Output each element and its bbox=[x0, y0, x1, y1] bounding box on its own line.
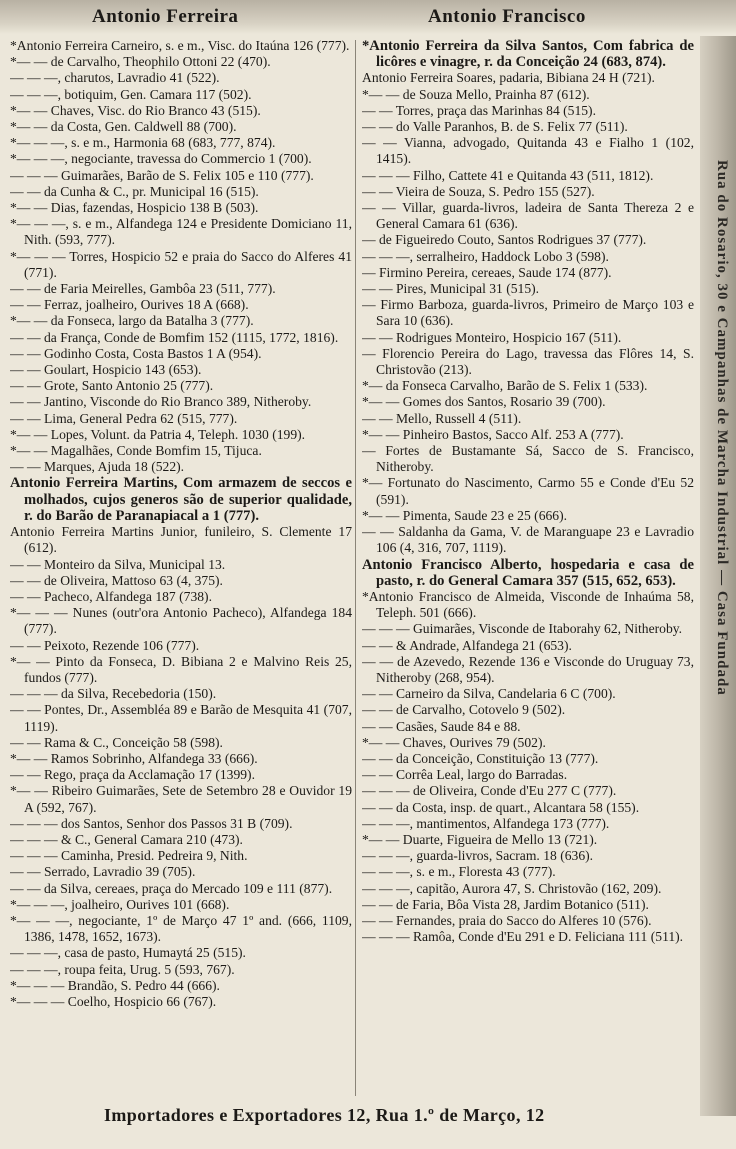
directory-entry: *— — Ribeiro Guimarães, Sete de Setembro 28 e Ouvidor 19 A (592, 767). bbox=[10, 783, 352, 815]
directory-entry: *— — Ramos Sobrinho, Alfandega 33 (666). bbox=[10, 750, 258, 766]
directory-entry: *— — Pimenta, Saude 23 e 25 (666). bbox=[362, 507, 568, 523]
directory-entry: — — Marques, Ajuda 18 (522). bbox=[10, 459, 185, 475]
directory-entry: — — —, casa de pasto, Humaytá 25 (515). bbox=[10, 945, 246, 961]
directory-entry: — — — Ramôa, Conde d'Eu 291 e D. Feliciana 111 (511). bbox=[362, 929, 684, 945]
directory-entry: *— — —, joalheiro, Ourives 101 (668). bbox=[10, 896, 230, 912]
directory-entry: — — — de Oliveira, Conde d'Eu 277 C (777). bbox=[362, 783, 617, 799]
directory-entry: *— — —, s. e m., Harmonia 68 (683, 777, 874). bbox=[10, 135, 276, 151]
directory-entry: *— — Chaves, Visc. do Rio Branco 43 (515). bbox=[10, 102, 261, 118]
directory-entry: — — Mello, Russell 4 (511). bbox=[362, 410, 522, 426]
directory-entry: — — —, botiquim, Gen. Camara 117 (502). bbox=[10, 86, 252, 102]
directory-entry: *— — Pinto da Fonseca, D. Bibiana 2 e Malvino Reis 25, fundos (777). bbox=[10, 653, 352, 685]
directory-entry: *— — —, negociante, 1º de Março 47 1º and. (666, 1109, 1386, 1478, 1652, 1673). bbox=[10, 912, 352, 945]
directory-entry: *— — Lopes, Volunt. da Patria 4, Teleph. 1030 (199). bbox=[10, 426, 306, 442]
directory-entry: — — Vianna, advogado, Quitanda 43 e Fialho 1 (102, 1415). bbox=[362, 135, 694, 167]
directory-entry: — — — Guimarães, Visconde de Itaborahy 62, Nitheroby. bbox=[362, 621, 683, 637]
directory-entry: *Antonio Ferreira da Silva Santos, Com fabrica de licôres e vinagre, r. da Conceição 24 (683, 874). bbox=[362, 38, 694, 71]
directory-entry: — — —, roupa feita, Urug. 5 (593, 767). bbox=[10, 961, 235, 977]
directory-entry: *— — Duarte, Figueira de Mello 13 (721). bbox=[362, 831, 598, 847]
directory-entry: — — de Azevedo, Rezende 136 e Visconde do Uruguay 73, Nitheroby (268, 954). bbox=[362, 653, 694, 685]
directory-entry: Antonio Ferreira Martins Junior, funileiro, S. Clemente 17 (612). bbox=[10, 524, 352, 556]
directory-entry: — Firmo Barboza, guarda-livros, Primeiro de Março 103 e Sara 10 (636). bbox=[362, 297, 694, 329]
directory-entry: — — — Caminha, Presid. Pedreira 9, Nith. bbox=[10, 848, 248, 864]
directory-entry: — — —, serralheiro, Haddock Lobo 3 (598). bbox=[362, 248, 609, 264]
directory-entry: — — Pires, Municipal 31 (515). bbox=[362, 281, 540, 297]
directory-entry: — — de Oliveira, Mattoso 63 (4, 375). bbox=[10, 572, 223, 588]
directory-entry: — — de Faria Meirelles, Gambôa 23 (511, 777). bbox=[10, 281, 276, 297]
directory-entry: — Firmino Pereira, cereaes, Saude 174 (877). bbox=[362, 264, 612, 280]
directory-entry: — — Torres, praça das Marinhas 84 (515). bbox=[362, 102, 596, 118]
header-right-title: Antonio Francisco bbox=[428, 6, 586, 27]
directory-entry: *— — de Carvalho, Theophilo Ottoni 22 (470). bbox=[10, 54, 271, 70]
directory-entry: *— — —, s. e m., Alfandega 124 e Presidente Domiciano 11, Nith. (593, 777). bbox=[10, 216, 352, 248]
directory-entry: — — Grote, Santo Antonio 25 (777). bbox=[10, 378, 214, 394]
directory-entry: — — da Costa, insp. de quart., Alcantara 58 (155). bbox=[362, 799, 640, 815]
right-column bbox=[362, 38, 694, 1100]
directory-entry: — — Pacheco, Alfandega 187 (738). bbox=[10, 588, 212, 604]
directory-entry: *— — — Brandão, S. Pedro 44 (666). bbox=[10, 977, 220, 993]
directory-entry: — — Pontes, Dr., Assembléa 89 e Barão de Mesquita 41 (707, 1119). bbox=[10, 702, 352, 734]
directory-entry: *— Fortunato do Nascimento, Carmo 55 e Conde d'Eu 52 (591). bbox=[362, 475, 694, 507]
directory-entry: — — Rama & C., Conceição 58 (598). bbox=[10, 734, 223, 750]
directory-entry: *— — — Torres, Hospicio 52 e praia do Sacco do Alferes 41 (771). bbox=[10, 248, 352, 280]
directory-entry: — — — dos Santos, Senhor dos Passos 31 B (709). bbox=[10, 815, 293, 831]
page-header bbox=[0, 0, 736, 34]
directory-entry: — — do Valle Paranhos, B. de S. Felix 77 (511). bbox=[362, 119, 628, 135]
page-edge-ad-text: Rua do Rosario, 30 e Campanhas de Marcha Industrial — Casa Fundada bbox=[714, 160, 730, 696]
directory-entry: — — da Cunha & C., pr. Municipal 16 (515). bbox=[10, 183, 259, 199]
directory-entry: — — Rego, praça da Acclamação 17 (1399). bbox=[10, 767, 255, 783]
directory-entry: — — Goulart, Hospicio 143 (653). bbox=[10, 362, 202, 378]
header-left-title: Antonio Ferreira bbox=[92, 6, 239, 27]
directory-entry: — — Corrêa Leal, largo do Barradas. bbox=[362, 767, 568, 783]
directory-entry: — — & Andrade, Alfandega 21 (653). bbox=[362, 637, 572, 653]
directory-entry: — Florencio Pereira do Lago, travessa das Flôres 14, S. Christovão (213). bbox=[362, 345, 694, 378]
directory-entry: — — Rodrigues Monteiro, Hospicio 167 (511). bbox=[362, 329, 622, 345]
directory-entry: — — Villar, guarda-livros, ladeira de Santa Thereza 2 e General Camara 61 (636). bbox=[362, 200, 694, 232]
directory-entry: *— — de Souza Mello, Prainha 87 (612). bbox=[362, 86, 590, 102]
page-footer: Importadores e Exportadores 12, Rua 1.º de Março, 12 bbox=[104, 1105, 545, 1125]
directory-entry: *Antonio Francisco de Almeida, Visconde de Inhaúma 58, Teleph. 501 (666). bbox=[362, 588, 694, 621]
directory-entry: *Antonio Ferreira Carneiro, s. e m., Visc. do Itaúna 126 (777). bbox=[10, 38, 350, 53]
directory-entry: — — Fernandes, praia do Sacco do Alferes 10 (576). bbox=[362, 912, 652, 928]
directory-entry: — — Saldanha da Gama, V. de Maranguape 23 e Lavradio 106 (4, 316, 707, 1119). bbox=[362, 524, 694, 556]
directory-entry: — — Casães, Saude 84 e 88. bbox=[362, 718, 521, 734]
directory-entry: *— — Dias, fazendas, Hospicio 138 B (503). bbox=[10, 200, 259, 216]
directory-entry: *— — Gomes dos Santos, Rosario 39 (700). bbox=[362, 394, 606, 410]
directory-entry: *— — — Nunes (outr'ora Antonio Pacheco), Alfandega 184 (777). bbox=[10, 605, 352, 637]
directory-entry: *— — — Coelho, Hospicio 66 (767). bbox=[10, 993, 217, 1009]
directory-entry: — — — da Silva, Recebedoria (150). bbox=[10, 686, 217, 702]
column-divider bbox=[355, 40, 356, 1096]
directory-entry: — — Serrado, Lavradio 39 (705). bbox=[10, 864, 196, 880]
directory-entry: — — —, capitão, Aurora 47, S. Christovão (162, 209). bbox=[362, 880, 662, 896]
directory-entry: — — —, charutos, Lavradio 41 (522). bbox=[10, 70, 220, 86]
directory-entry: — Fortes de Bustamante Sá, Sacco de S. Francisco, Nitheroby. bbox=[362, 443, 694, 475]
directory-entry: — — Vieira de Souza, S. Pedro 155 (527). bbox=[362, 183, 595, 199]
directory-entry: *— — —, negociante, travessa do Commercio 1 (700). bbox=[10, 151, 312, 167]
directory-entry: — — Ferraz, joalheiro, Ourives 18 A (668). bbox=[10, 297, 249, 313]
directory-entry: — — da Silva, cereaes, praça do Mercado 109 e 111 (877). bbox=[10, 880, 333, 896]
directory-entry: — — da França, Conde de Bomfim 152 (1115, 1772, 1816). bbox=[10, 329, 339, 345]
directory-entry: — — Carneiro da Silva, Candelaria 6 C (700). bbox=[362, 686, 616, 702]
directory-entry: — — Monteiro da Silva, Municipal 13. bbox=[10, 556, 226, 572]
directory-entry: — — Godinho Costa, Costa Bastos 1 A (954). bbox=[10, 345, 262, 361]
directory-entry: *— — Magalhães, Conde Bomfim 15, Tijuca. bbox=[10, 443, 262, 459]
directory-entry: — — de Faria, Bôa Vista 28, Jardim Botanico (511). bbox=[362, 896, 649, 912]
directory-entry: — — —, mantimentos, Alfandega 173 (777). bbox=[362, 815, 610, 831]
directory-entry: Antonio Francisco Alberto, hospedaria e casa de pasto, r. do General Camara 357 (515, 652, 653). bbox=[362, 556, 694, 589]
directory-entry: — — Jantino, Visconde do Rio Branco 389, Nitheroby. bbox=[10, 394, 312, 410]
directory-entry: Antonio Ferreira Martins, Com armazem de seccos e molhados, cujos generos são de superior qualidade, r. do Barão de Paranapiacal a 1 (777). bbox=[10, 475, 352, 524]
directory-entry: *— — Chaves, Ourives 79 (502). bbox=[362, 734, 546, 750]
directory-entry: — — — Guimarães, Barão de S. Felix 105 e 110 (777). bbox=[10, 167, 314, 183]
directory-entry: — — —, guarda-livros, Sacram. 18 (636). bbox=[362, 848, 594, 864]
directory-entry: — — da Conceição, Constituição 13 (777). bbox=[362, 750, 599, 766]
directory-entry: — de Figueiredo Couto, Santos Rodrigues 37 (777). bbox=[362, 232, 647, 248]
directory-entry: — — — & C., General Camara 210 (473). bbox=[10, 831, 243, 847]
directory-entry: — — — Filho, Cattete 41 e Quitanda 43 (511, 1812). bbox=[362, 167, 654, 183]
directory-entry: *— — da Costa, Gen. Caldwell 88 (700). bbox=[10, 119, 237, 135]
directory-entry: Antonio Ferreira Soares, padaria, Bibiana 24 H (721). bbox=[362, 70, 655, 86]
directory-entry: *— — Pinheiro Bastos, Sacco Alf. 253 A (777). bbox=[362, 426, 624, 442]
directory-entry: — — de Carvalho, Cotovelo 9 (502). bbox=[362, 702, 566, 718]
directory-entry: *— — da Fonseca, largo da Batalha 3 (777). bbox=[10, 313, 254, 329]
directory-entry: — — Peixoto, Rezende 106 (777). bbox=[10, 637, 200, 653]
directory-entry: — — —, s. e m., Floresta 43 (777). bbox=[362, 864, 556, 880]
directory-entry: *— da Fonseca Carvalho, Barão de S. Felix 1 (533). bbox=[362, 378, 648, 394]
directory-entry: — — Lima, General Pedra 62 (515, 777). bbox=[10, 410, 238, 426]
left-column bbox=[10, 38, 352, 1100]
